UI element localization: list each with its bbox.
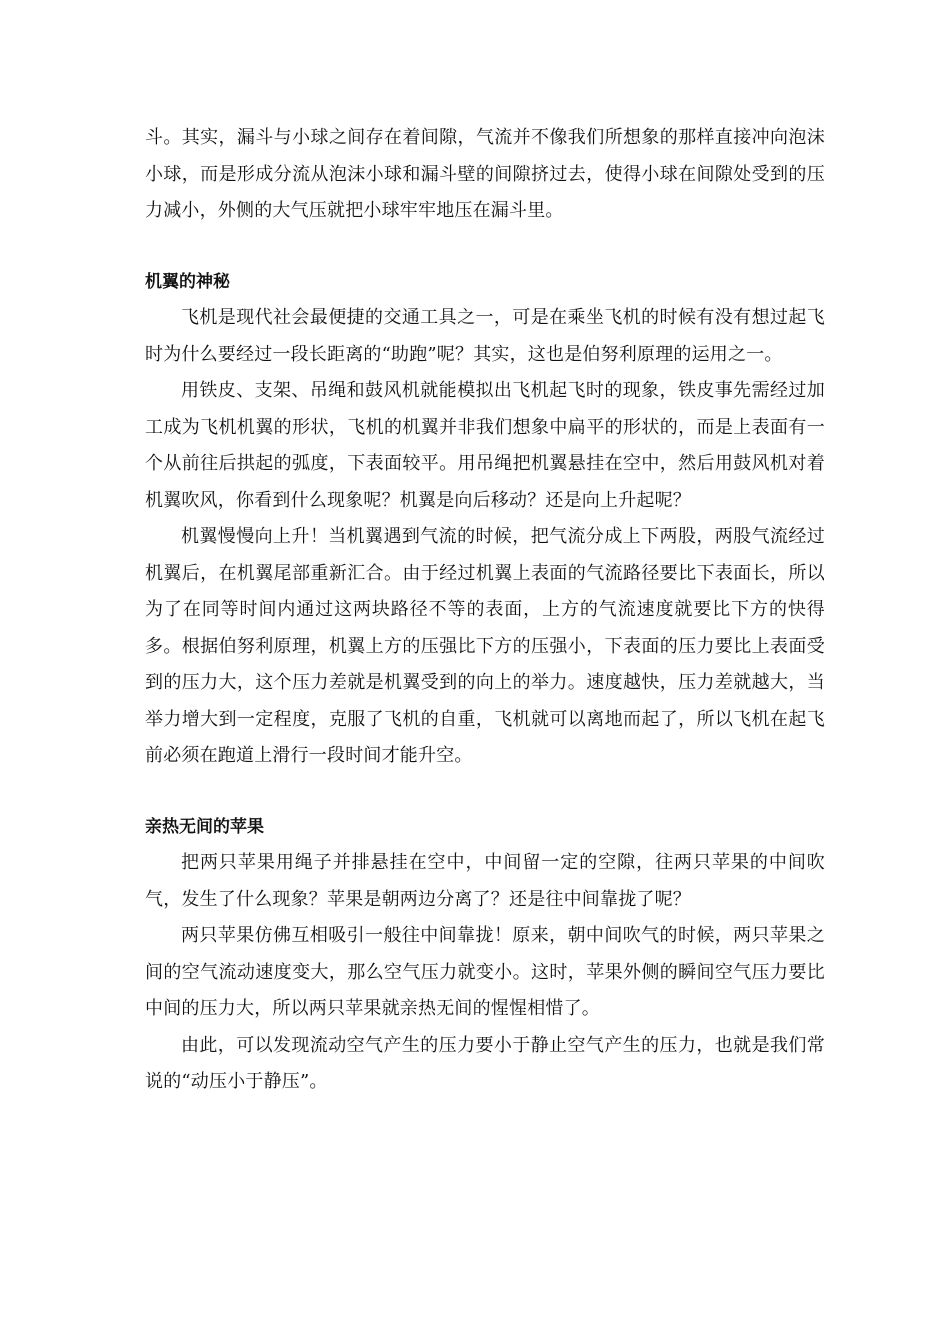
section-gap bbox=[145, 230, 825, 264]
wing-paragraph-2: 用铁皮、支架、吊绳和鼓风机就能模拟出飞机起飞时的现象，铁皮事先需经过加工成为飞机机翼的形状，飞机的机翼并非我们想象中扁平的形状的，而是上表面有一个从前往后拱起的弧度，下表面较平。用吊绳把机翼悬挂在空中，然后用鼓风机对着机翼吹风，你看到什么现象呢？机翼是向后移动？还是向上升起呢？ bbox=[145, 380, 825, 511]
section-gap bbox=[145, 775, 825, 809]
apples-paragraph-3: 由此，可以发现流动空气产生的压力要小于静止空气产生的压力，也就是我们常说的“动压小于静压”。 bbox=[145, 1034, 825, 1092]
apples-paragraph-1: 把两只苹果用绳子并排悬挂在空中，中间留一定的空隙，往两只苹果的中间吹气，发生了什么现象？苹果是朝两边分离了？还是往中间靠拢了呢？ bbox=[145, 852, 825, 910]
wing-paragraph-3: 机翼慢慢向上升！当机翼遇到气流的时候，把气流分成上下两股，两股气流经过机翼后，在机翼尾部重新汇合。由于经过机翼上表面的气流路径要比下表面长，所以为了在同等时间内通过这两块路径不等的表面，上方的气流速度就要比下方的快得多。根据伯努利原理，机翼上方的压强比下方的压强小，下表面的压力要比上表面受到的压力大，这个压力差就是机翼受到的向上的举力。速度越快，压力差就越大，当举力增大到一定程度，克服了飞机的自重，飞机就可以离地而起了，所以飞机在起飞前必须在跑道上滑行一段时间才能升空。 bbox=[145, 526, 825, 766]
section-heading-apples: 亲热无间的苹果 bbox=[145, 816, 264, 837]
document-page bbox=[145, 120, 825, 1101]
intro-paragraph: 斗。其实，漏斗与小球之间存在着间隙，气流并不像我们所想象的那样直接冲向泡沫小球，而是形成分流从泡沫小球和漏斗壁的间隙挤过去，使得小球在间隙处受到的压力减小，外侧的大气压就把小球牢牢地压在漏斗里。 bbox=[145, 127, 825, 221]
apples-paragraph-2: 两只苹果仿佛互相吸引一般往中间靠拢！原来，朝中间吹气的时候，两只苹果之间的空气流动速度变大，那么空气压力就变小。这时，苹果外侧的瞬间空气压力要比中间的压力大，所以两只苹果就亲热无间的惺惺相惜了。 bbox=[145, 925, 825, 1019]
section-heading-wing: 机翼的神秘 bbox=[145, 271, 230, 292]
wing-paragraph-1: 飞机是现代社会最便捷的交通工具之一，可是在乘坐飞机的时候有没有想过起飞时为什么要经过一段长距离的“助跑”呢？其实，这也是伯努利原理的运用之一。 bbox=[145, 307, 825, 365]
